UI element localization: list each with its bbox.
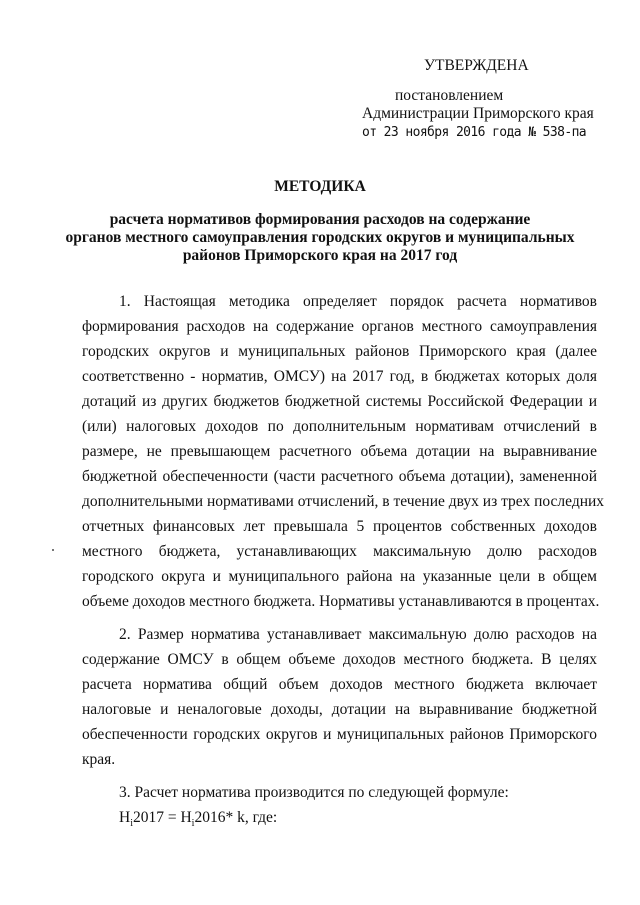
paragraph-1-line: дотаций из других бюджетов бюджетной системы Российской Федерации и xyxy=(82,393,597,410)
paragraph-1-line: местного бюджета, устанавливающих максимальную долю расходов xyxy=(82,543,597,560)
paragraph-1-line: городского округа и муниципального района на указанные цели в общем xyxy=(82,568,597,585)
formula-part: 2016* k, где: xyxy=(194,809,278,826)
paragraph-1-line: объеме доходов местного бюджета. Нормативы устанавливаются в процентах. xyxy=(82,593,600,610)
formula-part: 2017 = Н xyxy=(132,809,192,826)
formula xyxy=(119,809,277,829)
paragraph-1-line: отчетных финансовых лет превышала 5 процентов собственных доходов xyxy=(82,518,597,535)
document-subtitle-line: расчета нормативов формирования расходов на содержание xyxy=(109,211,531,228)
paragraph-1-line: соответственно - норматив, ОМСУ) на 2017 год, в бюджетах которых доля xyxy=(82,368,597,385)
paragraph-2-line: края. xyxy=(82,751,116,768)
paragraph-1-line: формирования расходов на содержание органов местного самоуправления xyxy=(82,318,597,335)
formula-symbol: Н xyxy=(119,809,131,826)
paragraph-3: 3. Расчет норматива производится по следующей формуле: xyxy=(119,784,509,801)
document-subtitle-line: органов местного самоуправления городских округов и муниципальных xyxy=(65,229,575,246)
formula-subscript: i xyxy=(191,818,195,830)
approval-date-number: от 23 ноября 2016 года № 538-па xyxy=(362,125,587,140)
approval-resolution: постановлением xyxy=(395,87,504,104)
document-title: МЕТОДИКА xyxy=(274,178,366,195)
formula-subscript: i xyxy=(130,818,133,830)
paragraph-1-line: бюджетной обеспеченности (части расчетного объема дотации), замененной xyxy=(82,468,597,485)
document-subtitle-line: районов Приморского края на 2017 год xyxy=(182,247,458,264)
paragraph-2-line: содержание ОМСУ в общем объеме доходов местного бюджета. В целях xyxy=(82,651,597,668)
paragraph-1-line: 1. Настоящая методика определяет порядок расчета нормативов xyxy=(119,293,597,310)
paragraph-2-line: 2. Размер норматива устанавливает максимальную долю расходов на xyxy=(119,626,597,643)
paragraph-1-line: размере, не превышающем расчетного объема дотации на выравнивание xyxy=(82,443,597,460)
paragraph-1-line: (или) налоговых доходов по дополнительным нормативам отчислений в xyxy=(82,418,597,435)
scan-speck xyxy=(52,549,54,551)
paragraph-1-line: дополнительными нормативами отчислений, в течение двух из трех последних xyxy=(82,493,605,510)
paragraph-2-line: расчета норматива общий объем доходов местного бюджета включает xyxy=(82,676,597,693)
paragraph-1-line: городских округов и муниципальных районов Приморского края (далее xyxy=(82,343,597,360)
paragraph-2-line: налоговые и неналоговые доходы, дотации на выравнивание бюджетной xyxy=(82,701,597,718)
approval-label: УТВЕРЖДЕНА xyxy=(424,57,529,74)
paragraph-2-line: обеспеченности городских округов и муниципальных районов Приморского xyxy=(82,726,597,743)
approval-administration: Администрации Приморского края xyxy=(362,105,594,122)
